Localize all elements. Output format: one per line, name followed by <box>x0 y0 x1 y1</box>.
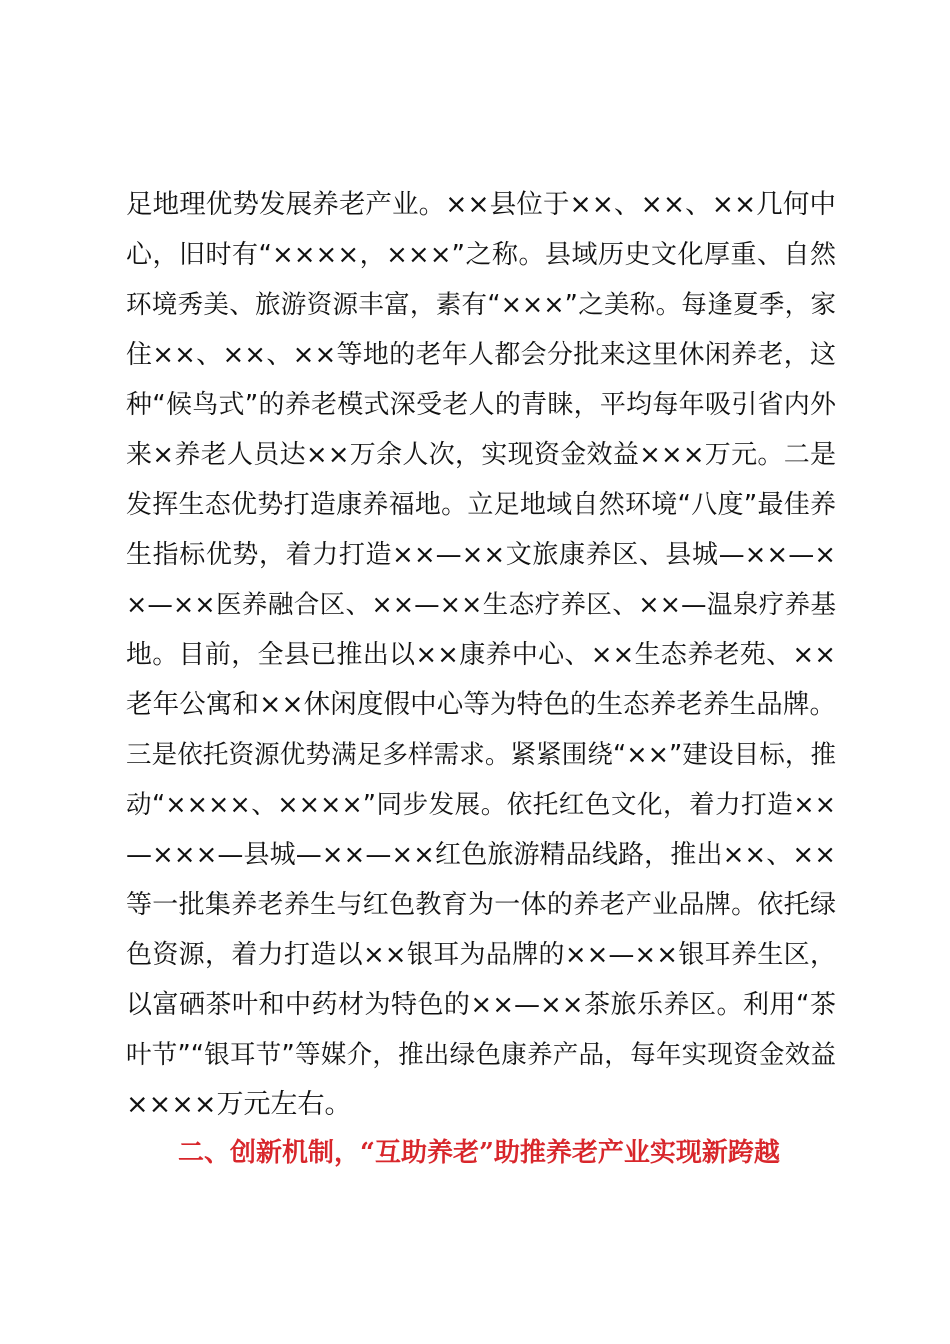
body-line: 老年公寓和××休闲度假中心等为特色的生态养老养生品牌。 <box>126 689 836 720</box>
body-line: 三是依托资源优势满足多样需求。紧紧围绕“××”建设目标，推 <box>126 740 836 770</box>
body-line: 种“候鸟式”的养老模式深受老人的青睐，平均每年吸引省内外 <box>126 390 836 420</box>
body-line: 生指标优势，着力打造××—××文旅康养区、县城—××—× <box>126 540 836 570</box>
body-line: 地。目前，全县已推出以××康养中心、××生态养老苑、×× <box>126 640 836 670</box>
body-line: 以富硒茶叶和中药材为特色的××—××茶旅乐养区。利用“茶 <box>126 990 836 1020</box>
body-paragraph <box>126 180 836 1130</box>
section-heading: 二、创新机制，“互助养老”助推养老产业实现新跨越 <box>178 1138 780 1168</box>
body-line: 叶节”“银耳节”等媒介，推出绿色康养产品，每年实现资金效益 <box>126 1040 836 1070</box>
body-line: —×××—县城—××—××红色旅游精品线路，推出××、×× <box>126 840 836 870</box>
body-line: ×—××医养融合区、××—××生态疗养区、××—温泉疗养基 <box>126 590 836 620</box>
body-line: 心，旧时有“××××，×××”之称。县域历史文化厚重、自然 <box>126 240 836 270</box>
body-line: 环境秀美、旅游资源丰富，素有“×××”之美称。每逢夏季，家 <box>126 290 836 320</box>
body-line: 等一批集养老养生与红色教育为一体的养老产业品牌。依托绿 <box>126 890 836 920</box>
body-line: 动“××××、××××”同步发展。依托红色文化，着力打造×× <box>126 790 836 820</box>
body-line: 来×养老人员达××万余人次，实现资金效益×××万元。二是 <box>126 440 836 470</box>
body-line: 住××、××、××等地的老年人都会分批来这里休闲养老，这 <box>126 340 836 370</box>
body-line: 色资源，着力打造以××银耳为品牌的××—××银耳养生区， <box>126 940 836 970</box>
body-line: 足地理优势发展养老产业。××县位于××、××、××几何中 <box>126 189 836 220</box>
body-line: 发挥生态优势打造康养福地。立足地域自然环境“八度”最佳养 <box>126 490 836 520</box>
body-line: ××××万元左右。 <box>126 1089 352 1120</box>
